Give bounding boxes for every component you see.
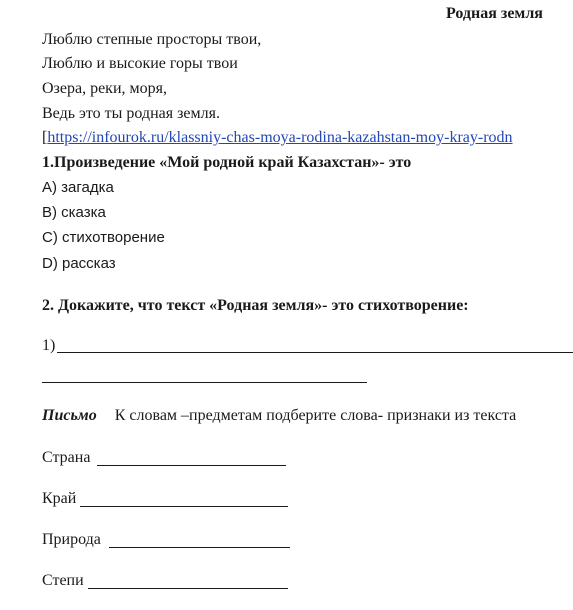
field-row-stepi: [42, 571, 84, 591]
field-label-stepi: Степи: [42, 572, 84, 589]
field-line-kray: [80, 506, 288, 507]
field-row-strana: [42, 448, 90, 468]
source-link[interactable]: https://infourok.ru/klassniy-chas-moya-rodina-kazahstan-moy-kray-rodn: [47, 129, 513, 146]
field-line-stepi: [88, 588, 288, 589]
option-b: B) сказка: [42, 204, 106, 221]
field-label-kray: Край: [42, 490, 77, 507]
poem-line-1: Люблю степные просторы твои,: [42, 31, 262, 48]
page-title: Родная земля: [446, 5, 543, 22]
task-instruction: [42, 406, 516, 426]
field-line-strana: [97, 465, 286, 466]
poem-line-2: Люблю и высокие горы твои: [42, 55, 238, 72]
option-c: C) стихотворение: [42, 229, 165, 246]
poem-line-4: Ведь это ты родная земля.: [42, 105, 220, 122]
answer-1-label: 1): [42, 337, 56, 354]
field-label-priroda: Природа: [42, 531, 101, 548]
field-line-priroda: [109, 547, 290, 548]
task-label: Письмо: [42, 407, 97, 424]
source-bracket: [: [42, 129, 48, 146]
source-reference: [42, 128, 513, 148]
option-a: A) загадка: [42, 179, 114, 196]
task-text: К словам –предметам подберите слова- признаки из текста: [114, 407, 517, 424]
answer-1-line-continued: [42, 382, 367, 383]
question-1-text: 1.Произведение «Мой родной край Казахстан»- это: [42, 154, 412, 171]
field-row-kray: [42, 489, 76, 509]
question-2-text: 2. Докажите, что текст «Родная земля»- это стихотворение:: [42, 297, 469, 314]
field-label-strana: Страна: [42, 449, 91, 466]
poem-line-3: Озера, реки, моря,: [42, 80, 167, 97]
answer-1-line: [57, 352, 573, 353]
field-row-priroda: [42, 530, 101, 550]
option-d: D) рассказ: [42, 255, 116, 272]
